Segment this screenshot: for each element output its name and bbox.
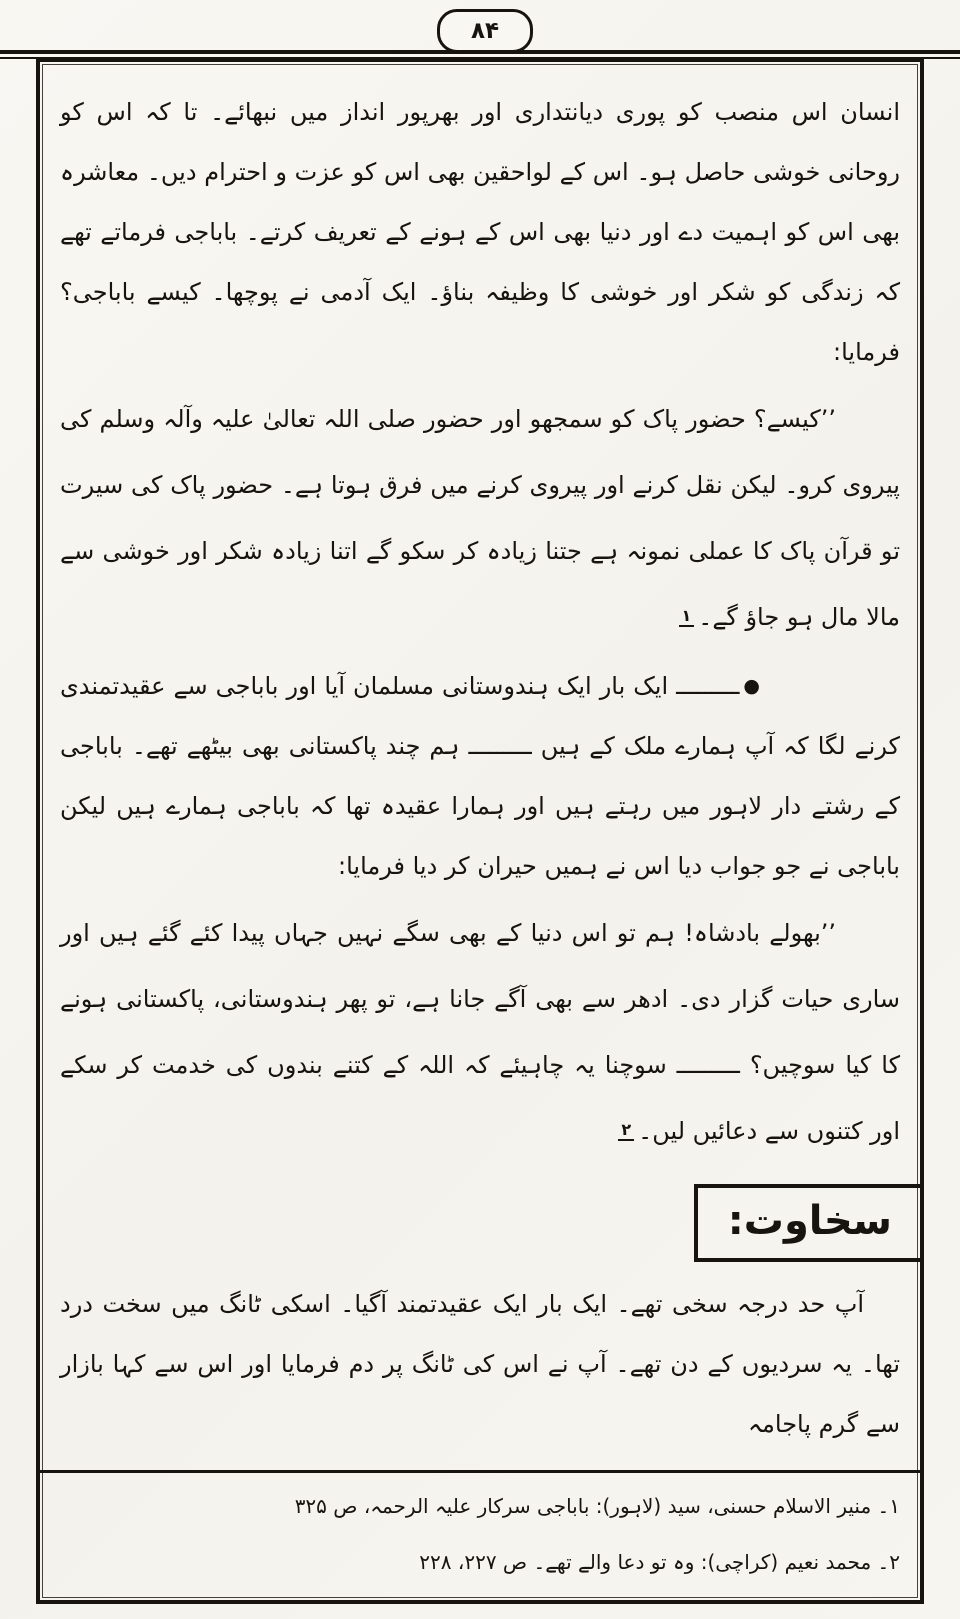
paragraph-anecdote-text: ـــــــــ ایک بار ایک ہندوستانی مسلمان آیا اور باباجی سے عقیدتمندی کرنے لگا کہ آپ ہمارے ملک کے ہیں ـــــــــ ہم چند پاکستانی بھی بیٹھے تھے۔ باباجی کے رشتے دار لاہور میں رہتے ہیں اور ہمارا عقیدہ تھا کہ باباجی ہمارے ہیں لیکن باباجی نے جو جواب دیا اس نے ہمیں حیران کر دیا فرمایا: xyxy=(60,672,900,880)
footnote-divider-rule xyxy=(40,1470,920,1473)
quote-babaji-1 xyxy=(60,386,900,650)
paragraph-sakhawat: آپ حد درجہ سخی تھے۔ ایک بار ایک عقیدتمند آگیا۔ اسکی ٹانگ میں سخت درد تھا۔ یہ سردیوں کے دن تھے۔ آپ نے اس کی ٹانگ پر دم فرمایا اور اس سے کہا بازار سے گرم پاجامہ xyxy=(60,1290,900,1438)
page-number-badge xyxy=(437,9,533,53)
footnote-ref-2: ۲ xyxy=(618,1120,634,1141)
paragraph-anecdote xyxy=(60,656,900,896)
page-frame xyxy=(36,58,924,1604)
page-number-text: ۸۴ xyxy=(470,18,500,44)
footnote-2: ۲۔ محمد نعیم (کراچی): وہ تو دعا والے تھے۔ ص ۲۲۷، ۲۲۸ xyxy=(419,1550,900,1574)
section-heading-text: سخاوت: xyxy=(727,1198,892,1244)
footnote-1: ۱۔ منیر الاسلام حسنی، سید (لاہور): باباجی سرکار علیہ الرحمہ، ص ۳۲۵ xyxy=(294,1494,900,1518)
paragraph-intro: انسان اس منصب کو پوری دیانتداری اور بھرپور انداز میں نبھائے۔ تا کہ اس کو روحانی خوشی حاصل ہو۔ اس کے لواحقین بھی اس کو عزت و احترام دیں۔ معاشرہ بھی اس کو اہمیت دے اور دنیا بھی اس کے ہونے کے تعریف کرتے۔ باباجی فرماتے تھے کہ زندگی کو شکر اور خوشی کا وظیفہ بناؤ۔ ایک آدمی نے پوچھا۔ کیسے باباجی؟ فرمایا: xyxy=(60,98,900,366)
quote-babaji-2 xyxy=(60,900,900,1164)
quote-2-text: ’’بھولے بادشاہ! ہم تو اس دنیا کے بھی سگے نہیں جہاں پیدا کئے گئے ہیں اور ساری حیات گزار دی۔ ادھر سے بھی آگے جانا ہے، تو پھر ہندوستانی، پاکستانی ہونے کا کیا سوچیں؟ ـــــــــ سوچنا یہ چاہیئے کہ اللہ کے کتنے بندوں کی خدمت کر سکے اور کتنوں سے دعائیں لیں۔ xyxy=(60,919,900,1145)
page-content xyxy=(40,62,920,1600)
section-heading-box xyxy=(694,1184,920,1262)
quote-1-text: ’’کیسے؟ حضور پاک کو سمجھو اور حضور صلی اللہ تعالیٰ علیہ وآلہ وسلم کی پیروی کرو۔ لیکن نقل کرنے اور پیروی کرنے میں فرق ہوتا ہے۔ حضور پاک کی سیرت تو قرآن پاک کا عملی نمونہ ہے جتنا زیادہ کر سکو گے اتنا زیادہ شکر اور خوشی سے مالا مال ہو جاؤ گے۔ xyxy=(60,405,900,631)
bullet-icon: ● xyxy=(743,675,760,697)
footnote-ref-1: ۱ xyxy=(679,606,695,627)
